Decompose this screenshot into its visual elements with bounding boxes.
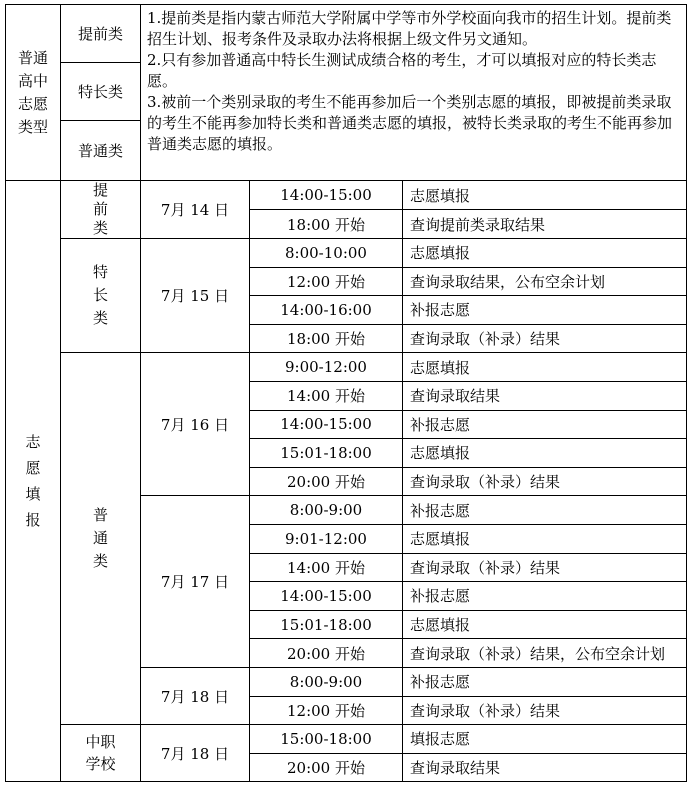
note-1: 1.提前类是指内蒙古师范大学附属中学等市外学校面向我市的招生计划。提前类招生计划、报考条件及录取办法将根据上级文件另文通知。 <box>147 9 672 48</box>
date-cell: 7月 18 日 <box>141 667 250 724</box>
task-cell: 填报志愿 <box>403 725 687 754</box>
task-cell: 补报志愿 <box>403 410 687 439</box>
volunteer-type-label-cell <box>6 5 61 181</box>
category-putong-cell <box>61 121 141 181</box>
time-cell: 8:00-9:00 <box>250 496 403 525</box>
table-row <box>6 725 687 754</box>
category-techang-cell <box>61 63 141 121</box>
time-cell: 12:00 开始 <box>250 267 403 296</box>
time-cell: 15:01-18:00 <box>250 439 403 468</box>
task-cell: 查询录取结果 <box>403 753 687 782</box>
time-cell: 18:00 开始 <box>250 210 403 239</box>
task-cell: 志愿填报 <box>403 181 687 210</box>
task-cell: 志愿填报 <box>403 239 687 268</box>
table-row <box>6 239 687 268</box>
time-cell: 15:00-18:00 <box>250 725 403 754</box>
group-putong-cell <box>61 353 141 725</box>
table-row <box>6 181 687 210</box>
date-cell: 7月 17 日 <box>141 496 250 668</box>
task-cell: 补报志愿 <box>403 296 687 325</box>
table-row <box>6 353 687 382</box>
group-zhongzhi-cell <box>61 725 141 782</box>
note-3: 3.被前一个类别录取的考生不能再参加后一个类别志愿的填报，即被提前类录取的考生不能再参加特长类和普通类志愿的填报，被特长类录取的考生不能再参加普通类志愿的填报。 <box>147 93 673 153</box>
group-zhongzhi-label: 中职学校 <box>85 733 116 774</box>
time-cell: 9:01-12:00 <box>250 524 403 553</box>
time-cell: 14:00-15:00 <box>250 582 403 611</box>
notes-cell <box>141 5 687 181</box>
group-techang-label: 特长类 <box>92 263 108 328</box>
time-cell: 14:00 开始 <box>250 381 403 410</box>
volunteer-type-label: 普通高中志愿类型 <box>17 48 48 136</box>
date-cell: 7月 18 日 <box>141 725 250 782</box>
task-cell: 查询录取结果，公布空余计划 <box>403 267 687 296</box>
task-cell: 查询录取（补录）结果 <box>403 553 687 582</box>
date-cell: 7月 15 日 <box>141 239 250 353</box>
category-tiqian-label: 提前类 <box>77 25 123 43</box>
category-putong-label: 普通类 <box>77 142 123 160</box>
task-cell: 补报志愿 <box>403 496 687 525</box>
task-cell: 查询录取（补录）结果 <box>403 696 687 725</box>
date-cell: 7月 16 日 <box>141 353 250 496</box>
time-cell: 8:00-10:00 <box>250 239 403 268</box>
time-cell: 18:00 开始 <box>250 324 403 353</box>
section-label-cell <box>6 181 61 782</box>
time-cell: 9:00-12:00 <box>250 353 403 382</box>
task-cell: 查询提前类录取结果 <box>403 210 687 239</box>
task-cell: 查询录取（补录）结果，公布空余计划 <box>403 639 687 668</box>
task-cell: 查询录取（补录）结果 <box>403 324 687 353</box>
task-cell: 志愿填报 <box>403 524 687 553</box>
time-cell: 14:00 开始 <box>250 553 403 582</box>
task-cell: 查询录取结果 <box>403 381 687 410</box>
task-cell: 志愿填报 <box>403 439 687 468</box>
task-cell: 志愿填报 <box>403 610 687 639</box>
task-cell: 补报志愿 <box>403 582 687 611</box>
group-techang-cell <box>61 239 141 353</box>
time-cell: 8:00-9:00 <box>250 667 403 696</box>
category-tiqian-cell <box>61 5 141 63</box>
group-tiqian-label: 提前类 <box>92 181 108 237</box>
enrollment-schedule-table <box>5 4 687 782</box>
group-putong-label: 普通类 <box>92 506 108 571</box>
section-label: 志愿填报 <box>25 433 41 530</box>
time-cell: 20:00 开始 <box>250 753 403 782</box>
time-cell: 20:00 开始 <box>250 639 403 668</box>
time-cell: 14:00-15:00 <box>250 181 403 210</box>
time-cell: 14:00-15:00 <box>250 410 403 439</box>
time-cell: 12:00 开始 <box>250 696 403 725</box>
time-cell: 15:01-18:00 <box>250 610 403 639</box>
task-cell: 补报志愿 <box>403 667 687 696</box>
task-cell: 志愿填报 <box>403 353 687 382</box>
note-2: 2.只有参加普通高中特长生测试成绩合格的考生，才可以填报对应的特长类志愿。 <box>147 51 657 90</box>
category-techang-label: 特长类 <box>77 83 123 101</box>
time-cell: 20:00 开始 <box>250 467 403 496</box>
task-cell: 查询录取（补录）结果 <box>403 467 687 496</box>
date-cell: 7月 14 日 <box>141 181 250 239</box>
group-tiqian-cell <box>61 181 141 239</box>
time-cell: 14:00-16:00 <box>250 296 403 325</box>
